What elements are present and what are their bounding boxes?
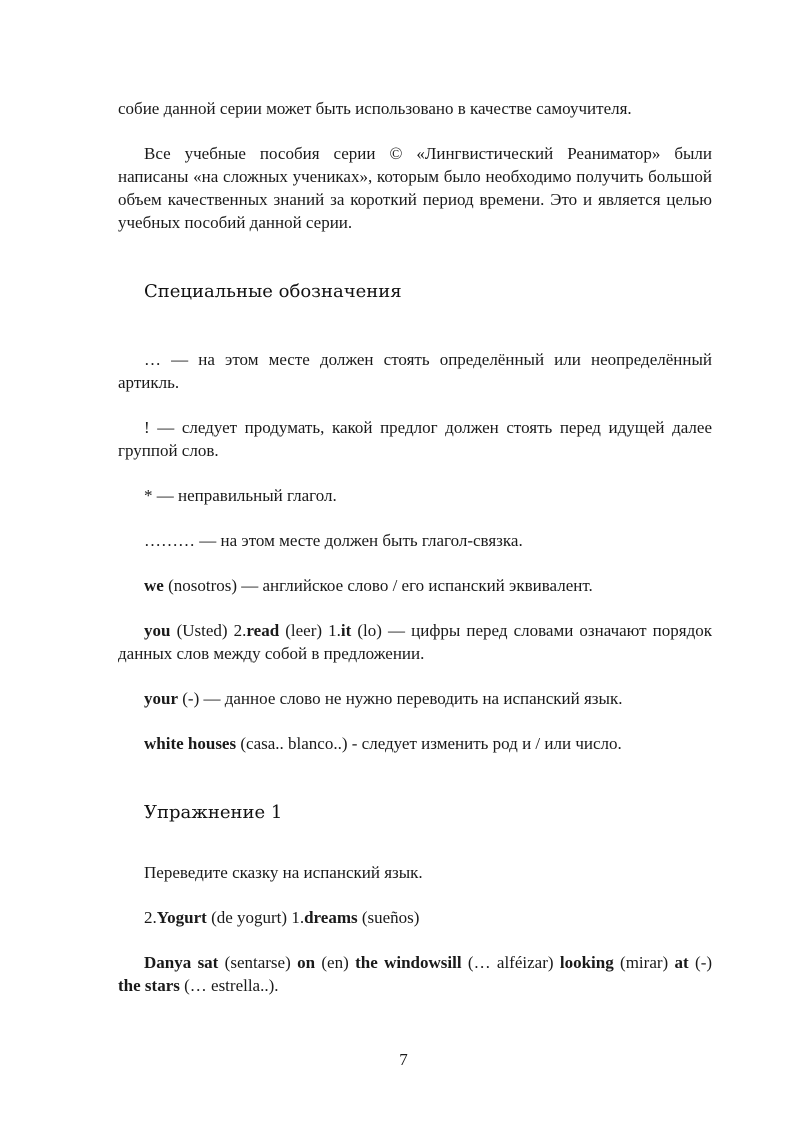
notation-symbol: ! [144,418,150,437]
notation-text: (Usted) 2. [170,621,247,640]
notation-text: (lo) — цифры перед словами означают порядок данных слов между собой в предложении. [118,621,713,663]
intro-paragraph: Все учебные пособия серии © «Лингвистический Реаниматор» были написаны «на сложных учениках», которым было необходимо получить большой объем качественных знаний за короткий период времени. Это и является целью учебных пособий данной серии. [118,144,712,232]
notation-text: (-) — данное слово не нужно переводить на испанский язык. [178,689,623,708]
hint-text: (sentarse) [218,953,298,972]
english-word: Danya sat [144,953,219,972]
special-notations-heading: Специальные обозначения [144,281,402,302]
english-word: looking [559,953,614,972]
notation-symbol: * [144,486,153,505]
hint-text: (en) [315,953,356,972]
notation-irregular-verb [118,484,712,507]
hint-text: (mirar) [613,953,675,972]
notation-text: (casa.. blanco..) - следует изменить род и / или число. [236,734,622,753]
exercise-heading: Упражнение 1 [144,802,283,823]
english-word: we [144,576,164,595]
notation-text: — на этом месте должен стоять определённый или неопределённый артикль. [118,350,712,392]
notation-text: (leer) 1. [279,621,341,640]
hint-text: (de yogurt) 1. [206,908,305,927]
english-word: it [340,621,352,640]
english-word: white houses [144,734,237,753]
hint-text: (… estrella..). [179,976,279,995]
notation-article [118,348,712,394]
english-word: Yogurt [156,908,207,927]
page-content [118,97,712,997]
english-word: at [674,953,689,972]
english-word: the stars [118,976,180,995]
notation-preposition [118,416,712,462]
english-word: your [144,689,178,708]
notation-word-order [118,619,712,665]
english-word: on [297,953,316,972]
notation-linking-verb [118,529,712,552]
notation-translation-pair [118,574,712,597]
notation-text: — на этом месте должен быть глагол-связка. [195,531,523,550]
notation-text: — неправильный глагол. [152,486,337,505]
intro-paragraph-continuation: собие данной серии может быть использовано в качестве самоучителя. [118,99,632,118]
notation-symbol: ……… [144,531,195,550]
english-word: read [246,621,280,640]
english-word: the windowsill [355,953,462,972]
notation-gender-number [118,732,712,755]
notation-text: — следует продумать, какой предлог должен стоять перед идущей далее группой слов. [118,418,712,460]
order-number: 2. [144,908,157,927]
notation-text: (nosotros) — английское слово / его испанский эквивалент. [163,576,593,595]
notation-symbol: … [144,350,161,369]
english-word: you [144,621,171,640]
english-word: dreams [304,908,358,927]
page-number: 7 [399,1050,408,1069]
exercise-sentence [118,951,712,997]
hint-text: (-) [688,953,713,972]
exercise-instruction: Переведите сказку на испанский язык. [144,863,423,882]
notation-no-translate [118,687,712,710]
hint-text: (sueños) [357,908,420,927]
hint-text: (… alféizar) [461,953,560,972]
exercise-title-line [118,906,712,929]
